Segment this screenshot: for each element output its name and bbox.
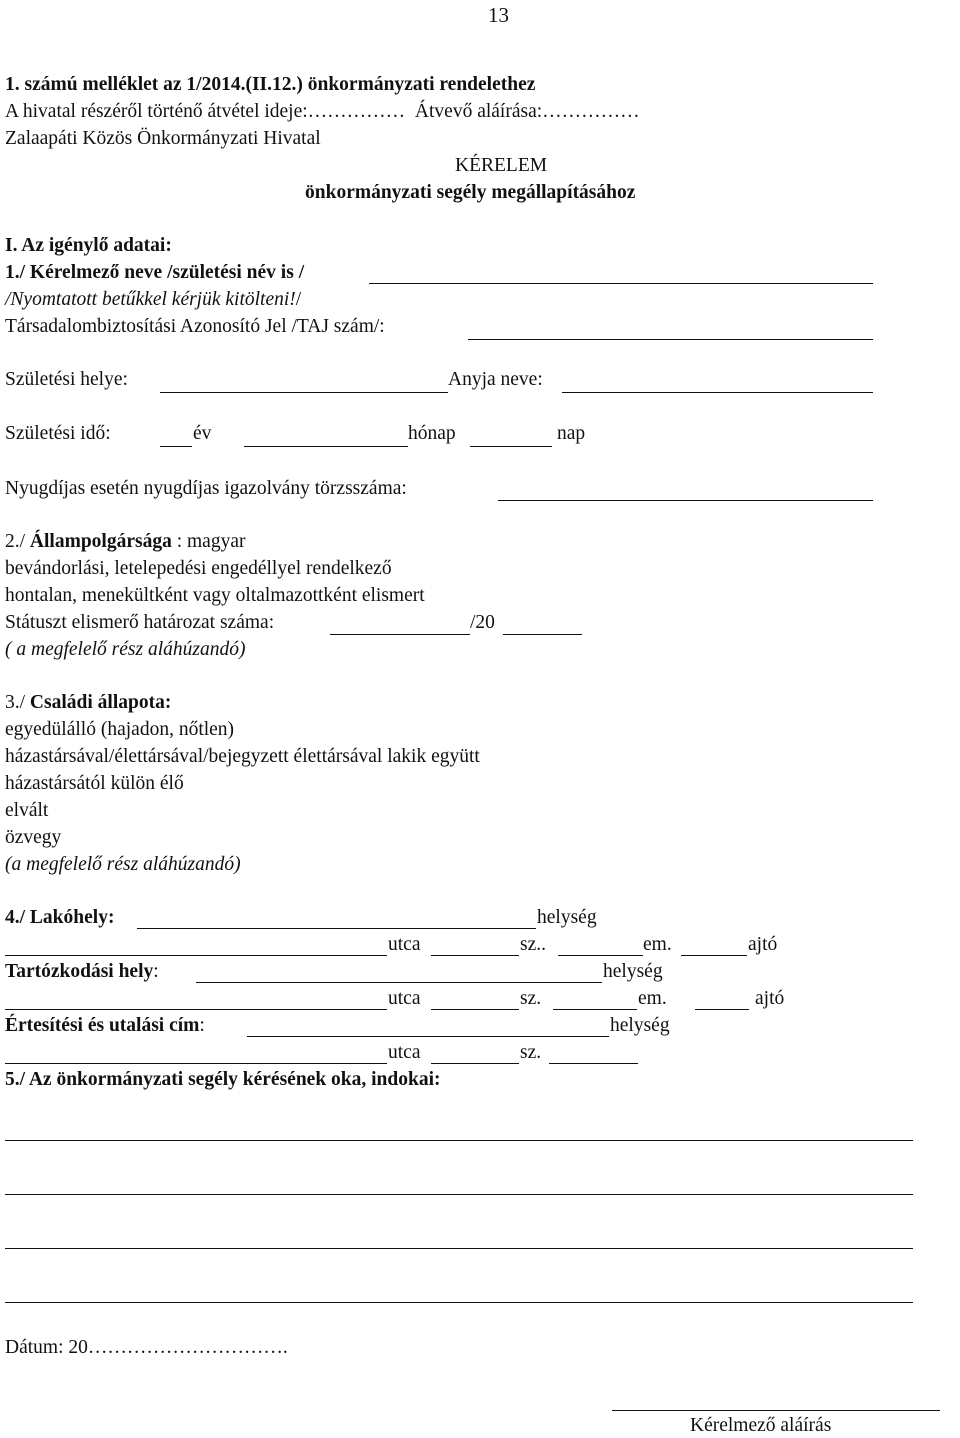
pension-label: Nyugdíjas esetén nyugdíjas igazolvány törzsszáma:: [5, 478, 407, 499]
marital-option-5[interactable]: özvegy: [5, 827, 62, 848]
status-label: Státuszt elismerő határozat száma:: [5, 612, 275, 633]
citizenship-row: [5, 530, 245, 554]
receipt-label: A hivatal részéről történő átvétel ideje:: [5, 101, 308, 122]
marital-num: 3./: [5, 692, 26, 713]
reason-line-2[interactable]: [5, 1194, 913, 1195]
mother-label: Anyja neve:: [448, 369, 543, 390]
print-note: /Nyomtatott betűkkel kérjük kitölteni!: [5, 289, 296, 310]
citizenship-option-2[interactable]: hontalan, menekültként vagy oltalmazottként elismert: [5, 585, 425, 606]
marital-option-4[interactable]: elvált: [5, 800, 49, 821]
residence-door-field[interactable]: [681, 955, 747, 956]
citizenship-label: Állampolgársága: [29, 531, 172, 552]
print-note-row: [5, 288, 301, 312]
residence-street-field[interactable]: [5, 955, 387, 956]
stay-city-field[interactable]: [196, 982, 602, 983]
residence-floor-field[interactable]: [558, 955, 643, 956]
receiver-label: Átvevő aláírása:: [414, 101, 543, 122]
stay-row: [5, 960, 159, 984]
birthplace-label: Születési helye:: [5, 369, 128, 390]
stay-floor-label: em.: [638, 988, 667, 1009]
marital-option-3[interactable]: házastársától külön élő: [5, 773, 184, 794]
birthplace-row: [5, 368, 128, 392]
reason-line-1[interactable]: [5, 1140, 913, 1141]
citizenship-num: 2./: [5, 531, 26, 552]
office-name: Zalaapáti Közös Önkormányzati Hivatal: [5, 128, 321, 149]
notify-row: [5, 1014, 205, 1038]
residence-num: 4./: [5, 907, 26, 928]
birth-day-field[interactable]: [470, 446, 552, 447]
residence-floor-label: em.: [643, 934, 672, 955]
residence-house-label: sz..: [520, 934, 546, 955]
notify-street-label: utca: [388, 1042, 421, 1063]
notify-house-field[interactable]: [431, 1063, 519, 1064]
date-label: Dátum: 20: [5, 1337, 88, 1358]
taj-field[interactable]: [468, 339, 873, 340]
notify-street-field[interactable]: [5, 1063, 387, 1064]
stay-colon: :: [153, 961, 159, 982]
stay-street-label: utca: [388, 988, 421, 1009]
notify-house-number-field[interactable]: [549, 1063, 638, 1064]
citizenship-value: : magyar: [176, 531, 246, 552]
marital-note: (a megfelelő rész aláhúzandó): [5, 854, 241, 875]
notify-house-label: sz.: [520, 1042, 542, 1063]
name-field[interactable]: [369, 283, 873, 284]
residence-door-label: ajtó: [748, 934, 778, 955]
marital-row: [5, 691, 171, 715]
notify-city-label: helység: [610, 1015, 670, 1036]
pension-field[interactable]: [498, 500, 873, 501]
notify-colon: :: [199, 1015, 205, 1036]
stay-door-field[interactable]: [695, 1009, 749, 1010]
reason-line-4[interactable]: [5, 1302, 913, 1303]
reason-line-3[interactable]: [5, 1248, 913, 1249]
status-year-field[interactable]: [503, 634, 582, 635]
day-label: nap: [557, 423, 586, 444]
stay-house-field[interactable]: [431, 1009, 519, 1010]
birthplace-field[interactable]: [160, 392, 448, 393]
notify-city-field[interactable]: [247, 1036, 609, 1037]
residence-street-label: utca: [388, 934, 421, 955]
stay-door-label: ajtó: [755, 988, 785, 1009]
date-row: [5, 1336, 288, 1360]
stay-city-label: helység: [603, 961, 663, 982]
citizenship-option-1[interactable]: bevándorlási, letelepedési engedéllyel rendelkező: [5, 558, 392, 579]
taj-label: Társadalombiztosítási Azonosító Jel /TAJ szám/:: [5, 316, 385, 337]
marital-option-1[interactable]: egyedülálló (hajadon, nőtlen): [5, 719, 235, 740]
stay-label: Tartózkodási hely: [5, 961, 154, 982]
residence-house-field[interactable]: [431, 955, 519, 956]
birth-year-field[interactable]: [160, 446, 192, 447]
name-label: 1./ Kérelmező neve /születési név is /: [5, 262, 305, 283]
residence-city-field[interactable]: [137, 928, 536, 929]
marital-label: Családi állapota:: [29, 692, 172, 713]
birthdate-label: Születési idő:: [5, 423, 111, 444]
birth-month-field[interactable]: [244, 446, 408, 447]
residence-row: [5, 906, 114, 930]
signature-label: Kérelmező aláírás: [690, 1415, 832, 1436]
mother-field[interactable]: [562, 392, 873, 393]
form-title: KÉRELEM: [455, 155, 548, 176]
reason-label: 5./ Az önkormányzati segély kérésének oka, indokai:: [5, 1069, 441, 1090]
stay-house-label: sz.: [520, 988, 542, 1009]
date-field[interactable]: ………………………….: [87, 1337, 288, 1358]
residence-city-label: helység: [537, 907, 597, 928]
notify-label: Értesítési és utalási cím: [5, 1015, 200, 1036]
status-number-field[interactable]: [330, 634, 470, 635]
signature-field[interactable]: [612, 1410, 940, 1411]
name-row: [5, 261, 304, 285]
status-year-prefix: /20: [470, 612, 495, 633]
stay-floor-field[interactable]: [553, 1009, 637, 1010]
month-label: hónap: [408, 423, 456, 444]
page-number: 13: [488, 3, 509, 27]
receipt-dots[interactable]: ……………: [307, 101, 406, 122]
citizenship-note: ( a megfelelő rész aláhúzandó): [5, 639, 246, 660]
residence-label: Lakóhely:: [29, 907, 115, 928]
print-note-end: /: [295, 289, 302, 310]
stay-street-field[interactable]: [5, 1009, 387, 1010]
year-label: év: [193, 423, 212, 444]
receiver-signature-dots[interactable]: ……………: [542, 101, 640, 122]
marital-option-2[interactable]: házastársával/élettársával/bejegyzett élettársával lakik együtt: [5, 746, 480, 767]
annex-title: 1. számú melléklet az 1/2014.(II.12.) önkormányzati rendelethez: [5, 74, 536, 95]
form-subtitle: önkormányzati segély megállapításához: [305, 182, 636, 203]
receipt-line: [5, 100, 640, 124]
section1-heading: I. Az igénylő adatai:: [5, 235, 172, 256]
